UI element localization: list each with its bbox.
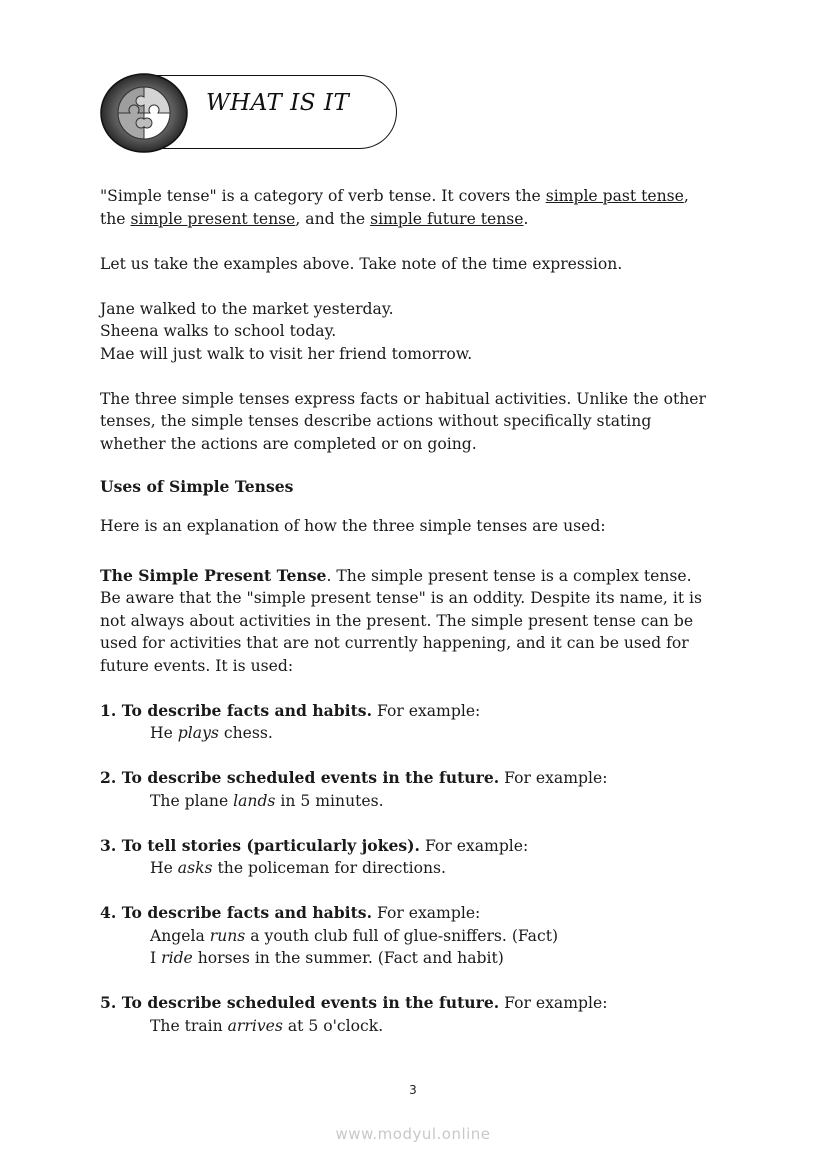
list-item-heading: 1. To describe facts and habits.: [100, 701, 373, 720]
present-title: The Simple Present Tense: [100, 566, 327, 585]
example-text: The train: [150, 1017, 228, 1035]
example-text: the policeman for directions.: [212, 859, 447, 877]
section-intro: Here is an explanation of how the three simple tenses are used:: [100, 517, 606, 535]
watermark: www.modyul.online: [335, 1125, 491, 1143]
list-item-suffix: For example:: [499, 769, 608, 787]
paragraph-line: future events. It is used:: [100, 657, 294, 675]
example-verb: plays: [177, 724, 219, 742]
list-item-suffix: For example:: [372, 702, 481, 720]
paragraph-line: Be aware that the "simple present tense" is an oddity. Despite its name, it is: [100, 589, 703, 607]
example-text: a youth club full of glue-sniffers. (Fact): [245, 927, 559, 945]
intro-text: ,: [683, 187, 689, 205]
example-text: He: [150, 724, 178, 742]
example-verb: asks: [177, 859, 213, 877]
example-text: Angela: [150, 927, 210, 945]
paragraph-line: tenses, the simple tenses describe actions without specifically stating: [100, 412, 652, 430]
example-sentence: Jane walked to the market yesterday.: [100, 300, 394, 318]
example-text: chess.: [218, 724, 273, 742]
intro-note: Let us take the examples above. Take note of the time expression.: [100, 255, 623, 273]
example-text: He: [150, 859, 178, 877]
puzzle-icon: [100, 73, 188, 153]
example-sentence: Sheena walks to school today.: [100, 322, 337, 340]
example-text: The plane: [150, 792, 234, 810]
paragraph-line: not always about activities in the present. The simple present tense can be: [100, 612, 694, 630]
list-item-heading: 5. To describe scheduled events in the future.: [100, 993, 500, 1012]
intro-line-1: [100, 185, 689, 208]
list-item-heading: 2. To describe scheduled events in the future.: [100, 768, 500, 787]
list-item-example: [150, 857, 446, 880]
present-line-1: [100, 565, 692, 588]
list-item-suffix: For example:: [419, 837, 529, 855]
list-item: [100, 767, 607, 790]
list-item: [100, 835, 528, 858]
list-item-example: [150, 1015, 383, 1038]
page-title: WHAT IS IT: [206, 90, 350, 116]
example-sentence: Mae will just walk to visit her friend tomorrow.: [100, 345, 473, 363]
list-item-heading: 4. To describe facts and habits.: [100, 903, 373, 922]
list-item-heading: 3. To tell stories (particularly jokes).: [100, 836, 420, 855]
intro-line-2: [100, 208, 529, 231]
section-banner: [100, 73, 402, 151]
example-verb: ride: [161, 949, 193, 967]
example-verb: arrives: [227, 1017, 283, 1035]
intro-text: .: [523, 210, 529, 228]
list-item: [100, 992, 607, 1015]
present-text: . The simple present tense is a complex tense.: [326, 567, 692, 585]
intro-text: the: [100, 210, 131, 228]
list-item: [100, 902, 480, 925]
example-verb: runs: [209, 927, 246, 945]
list-item-example: [150, 722, 273, 745]
example-text: horses in the summer. (Fact and habit): [192, 949, 504, 967]
paragraph-line: used for activities that are not currently happening, and it can be used for: [100, 634, 689, 652]
list-item-example: [150, 947, 504, 970]
paragraph-line: The three simple tenses express facts or habitual activities. Unlike the other: [100, 390, 706, 408]
page-number: 3: [409, 1083, 417, 1097]
example-verb: lands: [233, 792, 276, 810]
paragraph-line: whether the actions are completed or on going.: [100, 435, 477, 453]
link-simple-future[interactable]: simple future tense: [370, 210, 524, 228]
list-item-example: [150, 925, 558, 948]
list-item: [100, 700, 480, 723]
intro-text: "Simple tense" is a category of verb tense. It covers the: [100, 187, 546, 205]
list-item-example: [150, 790, 384, 813]
list-item-suffix: For example:: [499, 994, 608, 1012]
link-simple-present[interactable]: simple present tense: [130, 210, 296, 228]
link-simple-past[interactable]: simple past tense: [545, 187, 684, 205]
list-item-suffix: For example:: [372, 904, 481, 922]
section-heading: Uses of Simple Tenses: [100, 477, 294, 496]
example-text: I: [150, 949, 162, 967]
example-text: at 5 o'clock.: [282, 1017, 384, 1035]
example-text: in 5 minutes.: [275, 792, 384, 810]
intro-text: , and the: [295, 210, 371, 228]
